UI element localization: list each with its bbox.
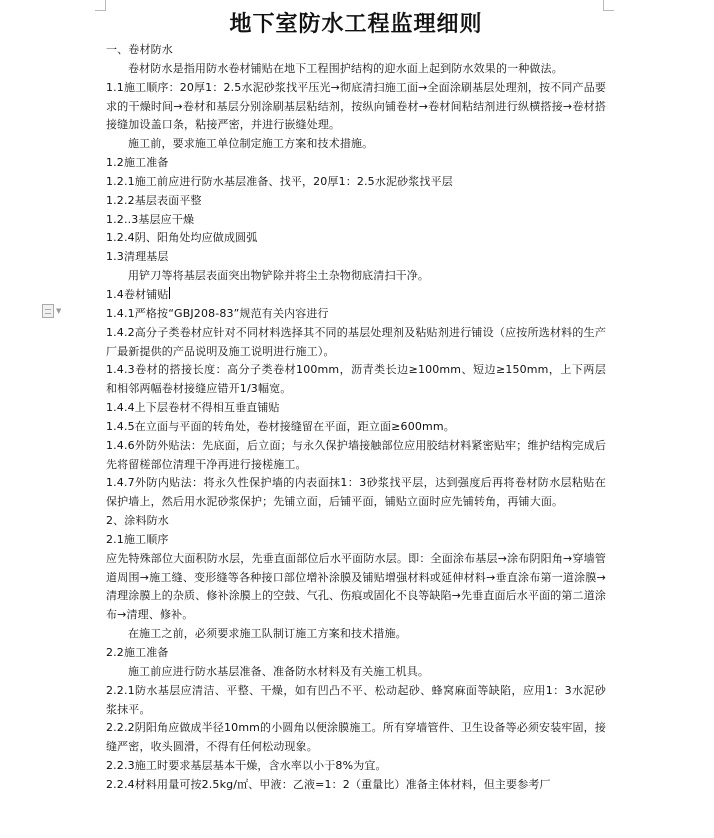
paragraph: 施工前应进行防水基层准备、准备防水材料及有关施工机具。 bbox=[128, 664, 430, 678]
paragraph: 2.2.4材料用量可按2.5kg/㎡、甲液：乙液=1：2（重量比）准备主体材料，但主要参考厂 bbox=[106, 777, 551, 791]
document-title: 地下室防水工程监理细则 bbox=[229, 11, 483, 37]
chevron-down-icon: ▼ bbox=[56, 306, 62, 315]
document-body bbox=[106, 41, 606, 795]
paragraph: 1.4.7外防内贴法：将永久性保护墙的内表面抹1：3砂浆找平层，达到强度后再将卷材防水层粘贴在保护墙上，然后用水泥砂浆保护；先铺立面，后铺平面，铺贴立面时应先铺转角，再铺大面。 bbox=[106, 476, 606, 509]
paragraph: 1.1施工顺序：20厚1：2.5水泥砂浆找平压光→彻底清扫施工面→全面涂刷基层处理剂，按不同产品要求的干燥时间→卷材和基层分别涂刷基层粘结剂，按纵向铺卷材→卷材间粘结剂进行纵横搭接→卷材搭接缝加设盖口条，粘接严密，并进行嵌缝处理。 bbox=[106, 80, 606, 132]
paragraph: 2.2施工准备 bbox=[106, 646, 169, 659]
text-cursor bbox=[169, 287, 170, 299]
paragraph: 1.2.4阴、阳角处均应做成圆弧 bbox=[106, 231, 258, 245]
paragraph: 2.1施工顺序 bbox=[106, 532, 169, 546]
paragraph: 1.2.2基层表面平整 bbox=[106, 193, 202, 207]
page-corner-mark-left bbox=[95, 0, 106, 11]
paragraph: 1.2.1施工前应进行防水基层准备、找平，20厚1：2.5水泥砂浆找平层 bbox=[106, 174, 453, 188]
paragraph: 1.4.6外防外贴法：先底面，后立面；与永久保护墙接触部位应用胶结材料紧密贴牢；维护结构完成后先将留槎部位清理干净再进行接槎施工。 bbox=[106, 438, 606, 471]
paragraph: 1.4.2高分子类卷材应针对不同材料选择其不同的基层处理剂及粘贴剂进行铺设（应按所选材料的生产厂最新提供的产品说明及施工说明进行施工）。 bbox=[106, 325, 606, 358]
paragraph: 一、卷材防水 bbox=[106, 43, 173, 56]
paragraph: 施工前，要求施工单位制定施工方案和技术措施。 bbox=[128, 137, 374, 151]
paragraph: 1.4.5在立面与平面的转角处，卷材接缝留在平面，距立面≥600mm。 bbox=[106, 419, 455, 433]
document-page bbox=[106, 10, 606, 795]
document-icon bbox=[42, 304, 54, 318]
paragraph: 1.3清理基层 bbox=[106, 250, 169, 264]
paragraph: 2、涂料防水 bbox=[106, 514, 169, 528]
paragraph: 1.2施工准备 bbox=[106, 156, 169, 170]
paragraph: 1.4卷材铺贴 bbox=[106, 287, 169, 301]
paragraph: 1.2..3基层应干燥 bbox=[106, 212, 195, 226]
paragraph: 2.2.1防水基层应清洁、平整、干燥，如有凹凸不平、松动起砂、蜂窝麻面等缺陷，应用1：3水泥砂浆抹平。 bbox=[106, 683, 606, 716]
paragraph: 用铲刀等将基层表面突出物铲除并将尘土杂物彻底清扫干净。 bbox=[128, 269, 430, 283]
paragraph: 2.2.3施工时要求基层基本干燥，含水率以小于8%为宜。 bbox=[106, 759, 387, 773]
paragraph: 在施工之前，必须要求施工队制订施工方案和技术措施。 bbox=[128, 627, 407, 641]
paragraph: 1.4.3卷材的搭接长度：高分子类卷材100mm，沥青类长边≥100mm、短边≥150mm，上下两层和相邻两幅卷材接缝应错开1/3幅宽。 bbox=[106, 363, 606, 396]
paragraph-options-button[interactable] bbox=[42, 304, 61, 318]
paragraph: 1.4.1严格按“GBJ208-83”规范有关内容进行 bbox=[106, 306, 329, 320]
paragraph: 2.2.2阴阳角应做成半径10mm的小圆角以便涂膜施工。所有穿墙管件、卫生设备等必须安装牢固，接缝严密，收头圆滑，不得有任何松动现象。 bbox=[106, 721, 606, 754]
paragraph: 卷材防水是指用防水卷材铺贴在地下工程围护结构的迎水面上起到防水效果的一种做法。 bbox=[128, 61, 563, 75]
paragraph: 应先特殊部位大面积防水层，先垂直面部位后水平面防水层。即：全面涂布基层→涂布阴阳角→穿墙管道周围→施工缝、变形缝等各种接口部位增补涂膜及铺贴增强材料或延伸材料→垂直涂布第一道涂膜→清理涂膜上的杂质、修补涂膜上的空鼓、气孔、伤痕或固化不良等缺陷→先垂直面后水平面的第二道涂布→清理、修补。 bbox=[106, 551, 606, 622]
paragraph: 1.4.4上下层卷材不得相互垂直铺贴 bbox=[106, 401, 280, 415]
